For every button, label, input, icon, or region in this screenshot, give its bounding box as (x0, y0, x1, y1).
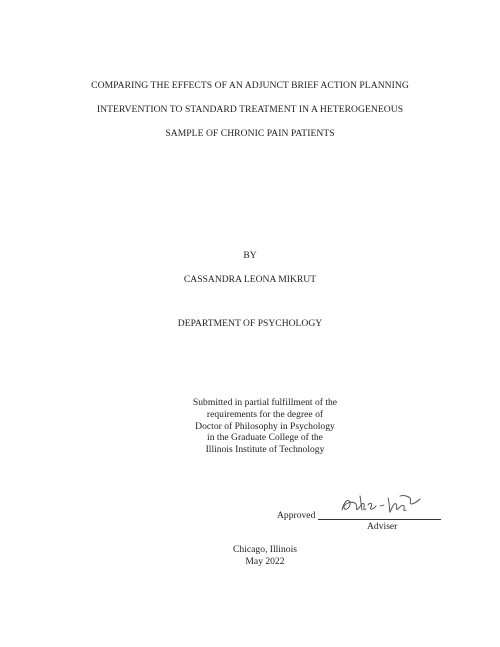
author-name: CASSANDRA LEONA MIKRUT (183, 274, 317, 285)
title-line-2: INTERVENTION TO STANDARD TREATMENT IN A HETEROGENEOUS (96, 104, 404, 115)
signature-line (318, 519, 441, 520)
title-line-1: COMPARING THE EFFECTS OF AN ADJUNCT BRIEF ACTION PLANNING (91, 80, 409, 91)
by-label: BY (243, 250, 257, 261)
submission-line-4: in the Graduate College of the (207, 432, 323, 444)
date: May 2022 (245, 555, 285, 567)
department: DEPARTMENT OF PSYCHOLOGY (177, 318, 323, 329)
place-and-date (180, 544, 350, 568)
city: Chicago, Illinois (233, 544, 297, 555)
submission-line-1: Submitted in partial fulfillment of the (192, 397, 338, 408)
submission-line-5: Illinois Institute of Technology (205, 444, 325, 456)
submission-line-3: Doctor of Philosophy in Psychology (195, 420, 335, 432)
submission-statement (0, 397, 500, 456)
approved-label: Approved (277, 510, 316, 521)
title-line-3: SAMPLE OF CHRONIC PAIN PATIENTS (165, 128, 335, 139)
submission-line-2: requirements for the degree of (206, 408, 324, 420)
adviser-label: Adviser (367, 521, 398, 532)
adviser-signature (338, 490, 424, 518)
